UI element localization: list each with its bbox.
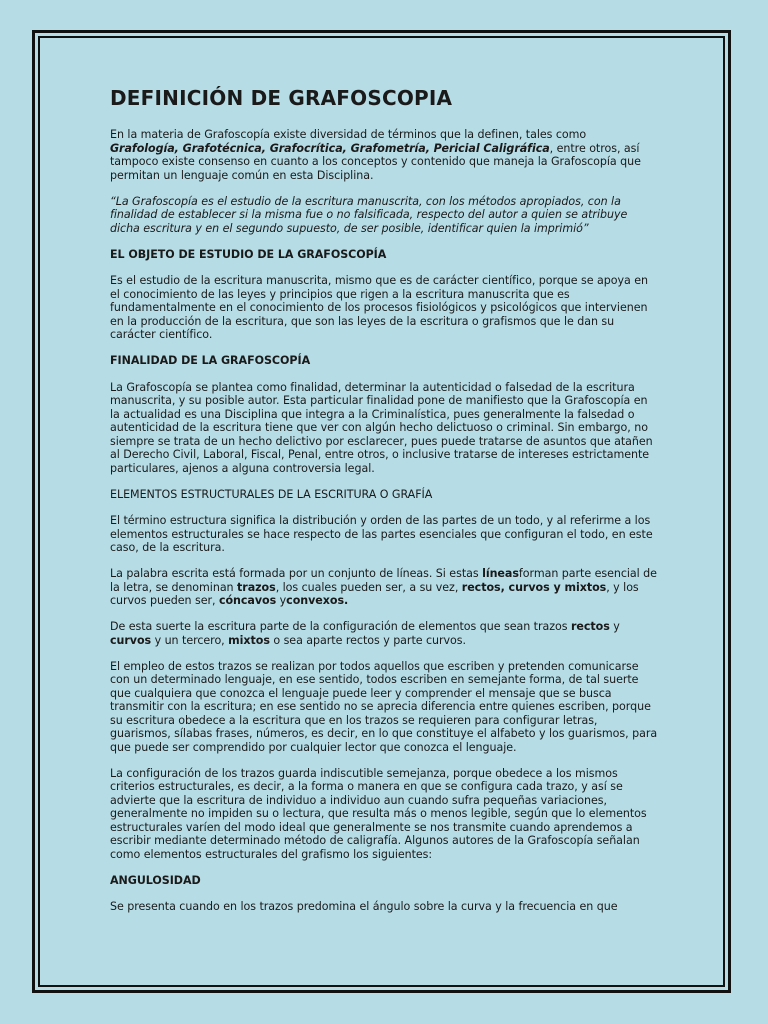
intro-terms: Grafología, Grafotécnica, Grafocrítica, Grafometría, Pericial Caligráfica: [110, 141, 550, 155]
palabra-bold-concavos: cóncavos: [218, 594, 277, 607]
heading-elementos: ELEMENTOS ESTRUCTURALES DE LA ESCRITURA O GRAFÍA: [110, 487, 433, 501]
paragraph-finalidad: La Grafoscopía se plantea como finalidad, determinar la autenticidad o falsedad de la escritura manuscrita, y su posible autor. Esta particular finalidad pone de manifiesto que la Grafoscopía en la actualidad es una Disciplina que integra a la Criminalística, pues generalmente la falsedad o autenticidad de la escritura tiene que ver con algún hecho delictuoso o criminal. Sin embargo, no siempre se trata de un hecho delictivo por esclarecer, pues puede tratarse de asuntos que atañen al Derecho Civil, Laboral, Fiscal, Penal, entre otros, o inclusive tratarse de intereses estrictamente particulares, ajenos a alguna controversia legal.: [110, 380, 653, 475]
definition-quote: “La Grafoscopía es el estudio de la escritura manuscrita, con los métodos apropiados, con la finalidad de establecer si la misma fue o no falsificada, respecto del autor a quien se atribuye dicha escritura y en el segundo supuesto, de ser posible, identificar quien la imprimió”: [110, 194, 628, 235]
heading-finalidad: FINALIDAD DE LA GRAFOSCOPÍA: [110, 354, 311, 367]
page-title: DEFINICIÓN DE GRAFOSCOPIA: [110, 86, 453, 110]
suerte-text-a: De esta suerte la escritura parte de la configuración de elementos que sean trazos: [110, 620, 571, 633]
palabra-text-c: forman parte esencial de la letra, se denominan: [110, 567, 657, 594]
palabra-text-i: y: [276, 594, 287, 607]
heading-objeto: EL OBJETO DE ESTUDIO DE LA GRAFOSCOPÍA: [110, 247, 387, 261]
suerte-text-c: y: [609, 620, 620, 633]
intro-text: En la materia de Grafoscopía existe diversidad de términos que la definen, tales como: [110, 128, 587, 141]
palabra-bold-convexos: convexos.: [286, 594, 349, 607]
palabra-bold-lineas: líneas: [482, 567, 519, 580]
suerte-bold-mixtos: mixtos: [228, 633, 270, 647]
suerte-text-g: o sea aparte rectos y parte curvos.: [269, 633, 466, 647]
palabra-text-g: , y los curvos pueden ser,: [110, 580, 639, 607]
palabra-text-a: La palabra escrita está formada por un conjunto de líneas. Si estas: [110, 567, 483, 580]
paragraph-termino: El término estructura significa la distribución y orden de las partes de un todo, y al referirme a los elementos estructurales se hace respecto de las partes esenciales que configuran el todo, en este caso, de la escritura.: [110, 514, 653, 554]
suerte-bold-curvos: curvos: [110, 633, 152, 647]
suerte-bold-rectos: rectos: [570, 620, 610, 633]
suerte-text-e: y un tercero,: [151, 633, 229, 647]
paragraph-angulosidad: Se presenta cuando en los trazos predomina el ángulo sobre la curva y la frecuencia en que: [110, 900, 618, 913]
heading-angulosidad: ANGULOSIDAD: [110, 873, 201, 887]
paragraph-intro: [110, 128, 658, 182]
paragraph-empleo: El empleo de estos trazos se realizan por todos aquellos que escriben y pretenden comunicarse con un determinado lenguaje, en ese sentido, todos escriben en semejante forma, de tal suerte que cualquiera que conozca el lenguaje puede leer y comprender el mensaje que se busca transmitir con la escritura; en ese sentido no se aprecia diferencia entre quienes escriben, porque su escritura obedece a la escritura que en los trazos se requieren para configurar letras, guarismos, sílabas frases, números, es decir, en lo que constituye el alfabeto y los guarismos, para que puede ser comprendido por cualquier lector que conozca el lenguaje.: [110, 659, 658, 754]
palabra-text-e: , los cuales pueden ser, a su vez,: [275, 580, 462, 594]
paragraph-palabra: [110, 567, 658, 608]
intro-text-end: , entre otros, así tampoco existe consenso en cuanto a los conceptos y contenido que maneja la Grafoscopía que permitan un lenguaje común en esta Disciplina.: [110, 141, 641, 182]
document-body: [110, 86, 658, 926]
paragraph-configuracion: La configuración de los trazos guarda indiscutible semejanza, porque obedece a los mismos criterios estructurales, es decir, a la forma o manera en que se configura cada trazo, y así se advierte que la escritura de individuo a individuo aun cuando sufra pequeñas variaciones, generalmente no impiden su o lectura, que resulta más o menos legible, según que lo elementos estructurales varíen del modo ideal que generalmente se nos transmite cuando aprendemos a escribir mediante determinado método de caligrafía. Algunos autores de la Grafoscopía señalan como elementos estructurales del grafismo los siguientes:: [110, 766, 647, 861]
paragraph-suerte: [110, 620, 658, 647]
paragraph-objeto: Es el estudio de la escritura manuscrita, mismo que es de carácter científico, porque se apoya en el conocimiento de las leyes y principios que rigen a la escritura manuscrita que es fundamentalmente en el conocimiento de los procesos fisiológicos y psicológicos que intervienen en la producción de la escritura, que son las leyes de la escritura o grafismos que le dan su carácter científico.: [110, 274, 649, 341]
palabra-bold-trazos: trazos: [237, 580, 276, 594]
palabra-bold-tipos: rectos, curvos y mixtos: [461, 580, 607, 594]
